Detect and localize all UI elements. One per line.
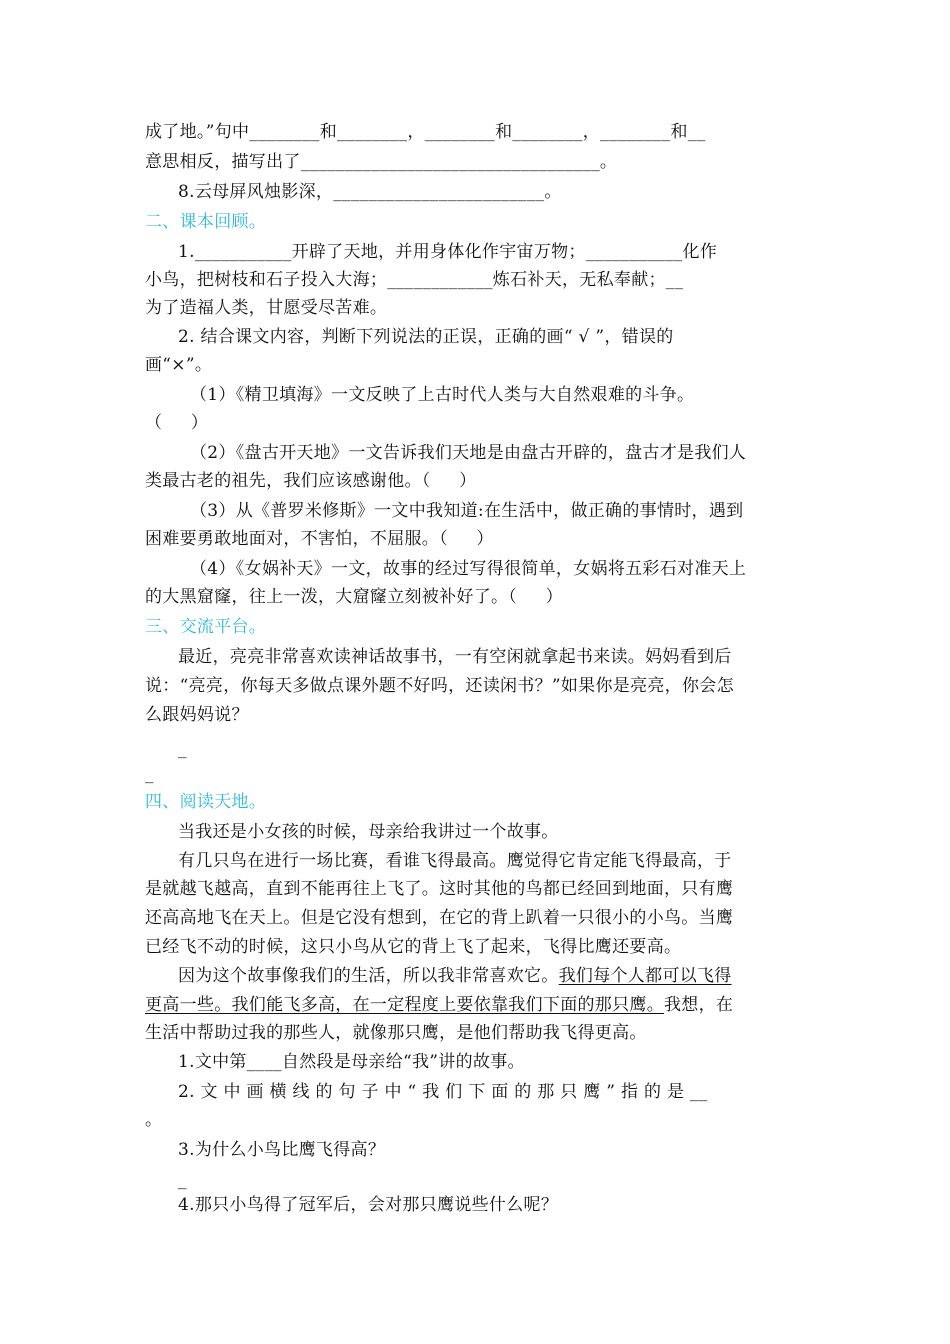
text-line: 画“×”。 (145, 355, 213, 375)
question-2: 2. 结合课文内容，判断下列说法的正误，正确的画“ √ ”，错误的 (178, 327, 674, 347)
text-line: 。 (145, 1110, 163, 1130)
judge-item: （2）《盘古开天地》一文告诉我们天地是由盘古开辟的，盘古才是我们人 (190, 443, 747, 463)
text-line: 意思相反，描写出了__________________________________。 (145, 152, 618, 172)
text-line: 困难要勇敢地面对，不害怕，不屈服。（ ） (145, 529, 494, 549)
question-3: 3.为什么小鸟比鹰飞得高？ (178, 1140, 386, 1160)
question-1: 1.文中第____自然段是母亲给“我”讲的故事。 (178, 1052, 525, 1072)
question-8: 8.云母屏风烛影深，________________________。 (178, 182, 562, 202)
text-line (145, 993, 733, 1017)
question-2: 2. 文 中 画 横 线 的 句 子 中 “ 我 们 下 面 的 那 只 鹰 ” 指 的 是 __ (178, 1082, 708, 1102)
text-line: 类最古老的祖先，我们应该感谢他。（ ） (145, 471, 477, 491)
answer-paren: （ ） (145, 413, 209, 433)
text-plain: 因为这个故事像我们的生活，所以我非常喜欢它。 (178, 966, 559, 986)
section-heading: 三、交流平台。 (145, 617, 267, 637)
text-line: 为了造福人类，甘愿受尽苦难。 (145, 298, 388, 318)
underlined-sentence: 我们每个人都可以飞得 (558, 966, 732, 986)
text-line: 说：“亮亮，你每天多做点课外题不好吗，还读闲书？”如果你是亮亮，你会怎 (145, 676, 734, 696)
answer-line: _ (145, 764, 154, 784)
text-line: 么跟妈妈说？ (145, 705, 249, 725)
judge-item: （1）《精卫填海》一文反映了上古时代人类与大自然艰难的斗争。 (190, 385, 695, 405)
text-line: 小鸟，把树枝和石子投入大海；____________炼石补天，无私奉献；__ (145, 270, 684, 290)
text-line: 1.___________开辟了天地，并用身体化作宇宙万物；___________化作 (178, 242, 718, 262)
text-line: 还高高地飞在天上。但是它没有想到，在它的背上趴着一只很小的小鸟。当鹰 (145, 908, 734, 928)
answer-line: _ (178, 739, 187, 759)
text-line: 的大黑窟窿，往上一泼，大窟窿立刻被补好了。（ ） (145, 587, 563, 607)
text-line (178, 964, 732, 988)
text-plain: 我想，在 (664, 995, 734, 1015)
text-line: 有几只鸟在进行一场比赛，看谁飞得最高。鹰觉得它肯定能飞得最高，于 (178, 851, 732, 871)
text-line: 当我还是小女孩的时候，母亲给我讲过一个故事。 (178, 822, 559, 842)
section-heading: 四、阅读天地。 (145, 792, 267, 812)
text-line: 最近，亮亮非常喜欢读神话故事书，一有空闲就拿起书来读。妈妈看到后 (178, 647, 732, 667)
section-heading: 二、课本回顾。 (145, 212, 267, 232)
text-line: 成了地。”句中________和________，________和________，________和__ (145, 122, 706, 142)
judge-item: （4）《女娲补天》一文，故事的经过写得很简单，女娲将五彩石对准天上 (190, 559, 747, 579)
text-line: 是就越飞越高，直到不能再往上飞了。这时其他的鸟都已经回到地面，只有鹰 (145, 879, 734, 899)
question-4: 4.那只小鸟得了冠军后，会对那只鹰说些什么呢？ (178, 1195, 559, 1215)
judge-item: （3）从《普罗米修斯》一文中我知道:在生活中，做正确的事情时，遇到 (190, 501, 744, 521)
text-line: 已经飞不动的时候，这只小鸟从它的背上飞了起来，飞得比鹰还要高。 (145, 937, 682, 957)
underlined-sentence: 更高一些。我们能飞多高，在一定程度上要依靠我们下面的那只鹰。 (145, 995, 664, 1015)
text-line: 生活中帮助过我的那些人，就像那只鹰，是他们帮助我飞得更高。 (145, 1023, 647, 1043)
answer-line: _ (178, 1170, 187, 1190)
